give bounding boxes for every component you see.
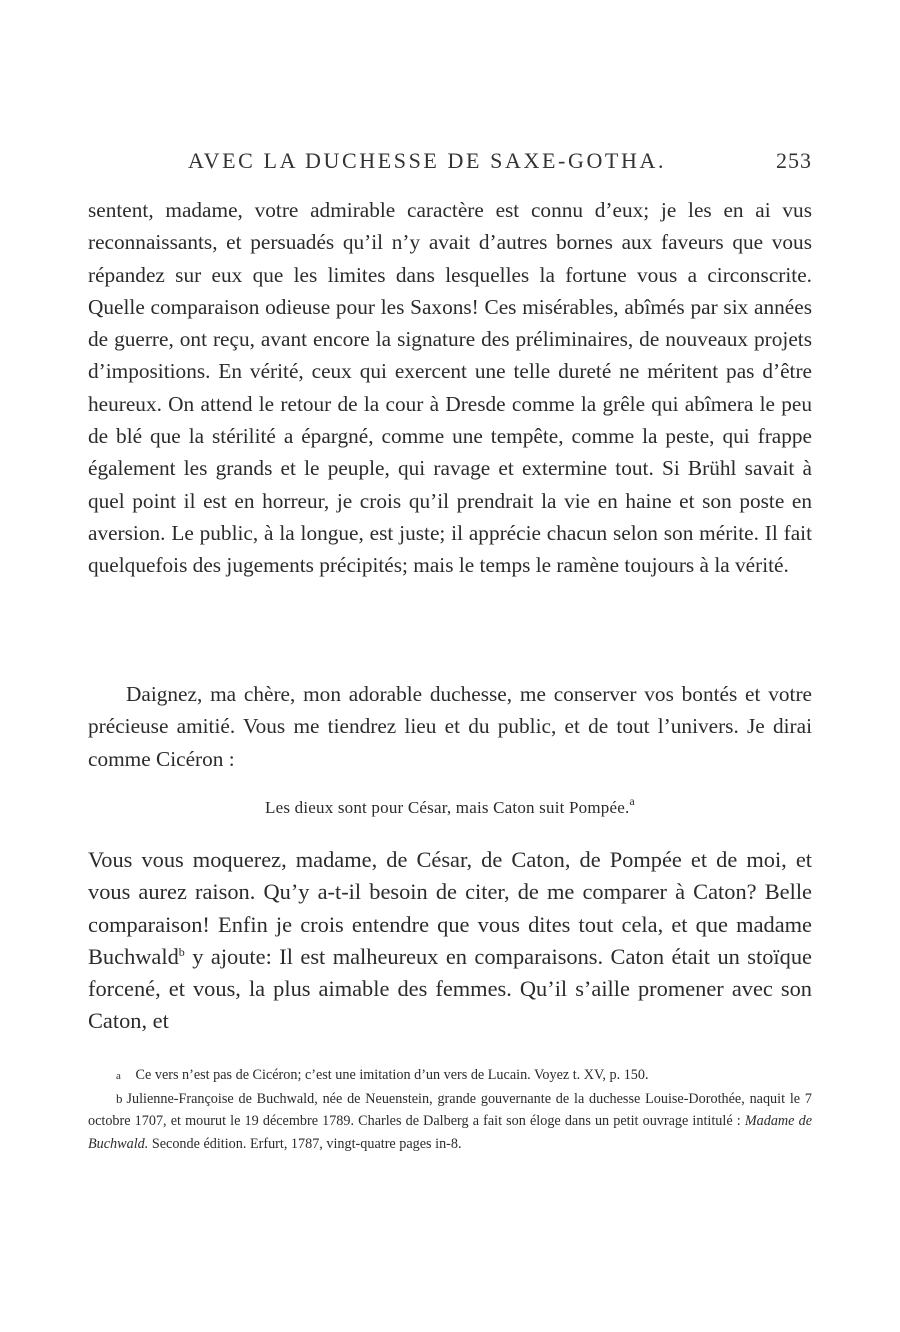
paragraph-3-text-after: y ajoute: Il est malheureux en comparaisons. Caton était un stoïque forcené, et vous, la plus aimable des femmes. Qu’il s’aille promener avec son Caton, et <box>88 943 812 1034</box>
footnote-ref-a[interactable]: a <box>629 794 635 808</box>
footnote-b-title: Madame de Buchwald. <box>88 1113 812 1152</box>
footnote-a <box>88 1064 812 1088</box>
paragraph-2-text: Daignez, ma chère, mon adorable duchesse, me conserver vos bontés et votre précieuse amitié. Vous me tiendrez lieu et du public, et de tout l’univers. Je dirai comme Cicéron : <box>88 682 812 771</box>
footnote-b-text-after: Seconde édition. Erfurt, 1787, vingt-quatre pages in-8. <box>151 1135 462 1152</box>
footnote-b-text: Julienne-Françoise de Buchwald, née de Neuenstein, grande gouvernante de la duchesse Louise-Dorothée, naquit le 7 octobre 1707, et mourut le 19 décembre 1789. Charles de Dalberg a fait son éloge dans un petit ouvrage intitulé : <box>88 1090 812 1130</box>
page-header <box>88 148 812 182</box>
footnote-b <box>88 1088 812 1156</box>
paragraph-3 <box>88 844 812 1038</box>
paragraph-2 <box>88 678 812 775</box>
verse-text: Les dieux sont pour César, mais Caton suit Pompée. <box>265 798 630 817</box>
footnote-mark-b: b <box>116 1090 123 1106</box>
paragraph-1: sentent, madame, votre admirable caractère est connu d’eux; je les en ai vus reconnaissants, et persuadés qu’il n’y avait d’autres bornes aux faveurs que vous répandez sur eux que les limites dans lesquelles la fortune vous a circonscrite. Quelle comparaison odieuse pour les Saxons! Ces misérables, abîmés par six années de guerre, ont reçu, avant encore la signature des préliminaires, de nouveaux projets d’impositions. En vérité, ceux qui exercent une telle dureté ne méritent pas d’être heureux. On attend le retour de la cour à Dresde comme la grêle qui abîmera le peu de blé que la stérilité a épargné, comme une tempête, comme la peste, qui frappe également les grands et le peuple, qui ravage et extermine tout. Si Brühl savait à quel point il est en horreur, je crois qu’il prendrait la vie en haine et son poste en aversion. Le public, à la longue, est juste; il apprécie chacun selon son mérite. Il fait quelquefois des jugements précipités; mais le temps le ramène toujours à la vérité. <box>88 198 812 578</box>
running-title: AVEC LA DUCHESSE DE SAXE-GOTHA. <box>188 148 667 173</box>
footnote-ref-b[interactable]: b <box>178 944 185 959</box>
footnotes <box>88 1064 812 1155</box>
page-number: 253 <box>776 148 812 173</box>
footnote-mark-a: a <box>116 1070 121 1082</box>
quoted-verse <box>88 794 812 818</box>
paragraph-3-text-before: Vous vous moquerez, madame, de César, de Caton, de Pompée et de moi, et vous aurez raison. Qu’y a-t-il besoin de citer, de me comparer à Caton? Belle comparaison! Enfin je crois entendre que vous dites tout cela, et que madame Buchwald <box>88 847 812 969</box>
footnote-a-text: Ce vers n’est pas de Cicéron; c’est une imitation d’un vers de Lucain. Voyez t. XV, p. 150. <box>135 1067 649 1083</box>
